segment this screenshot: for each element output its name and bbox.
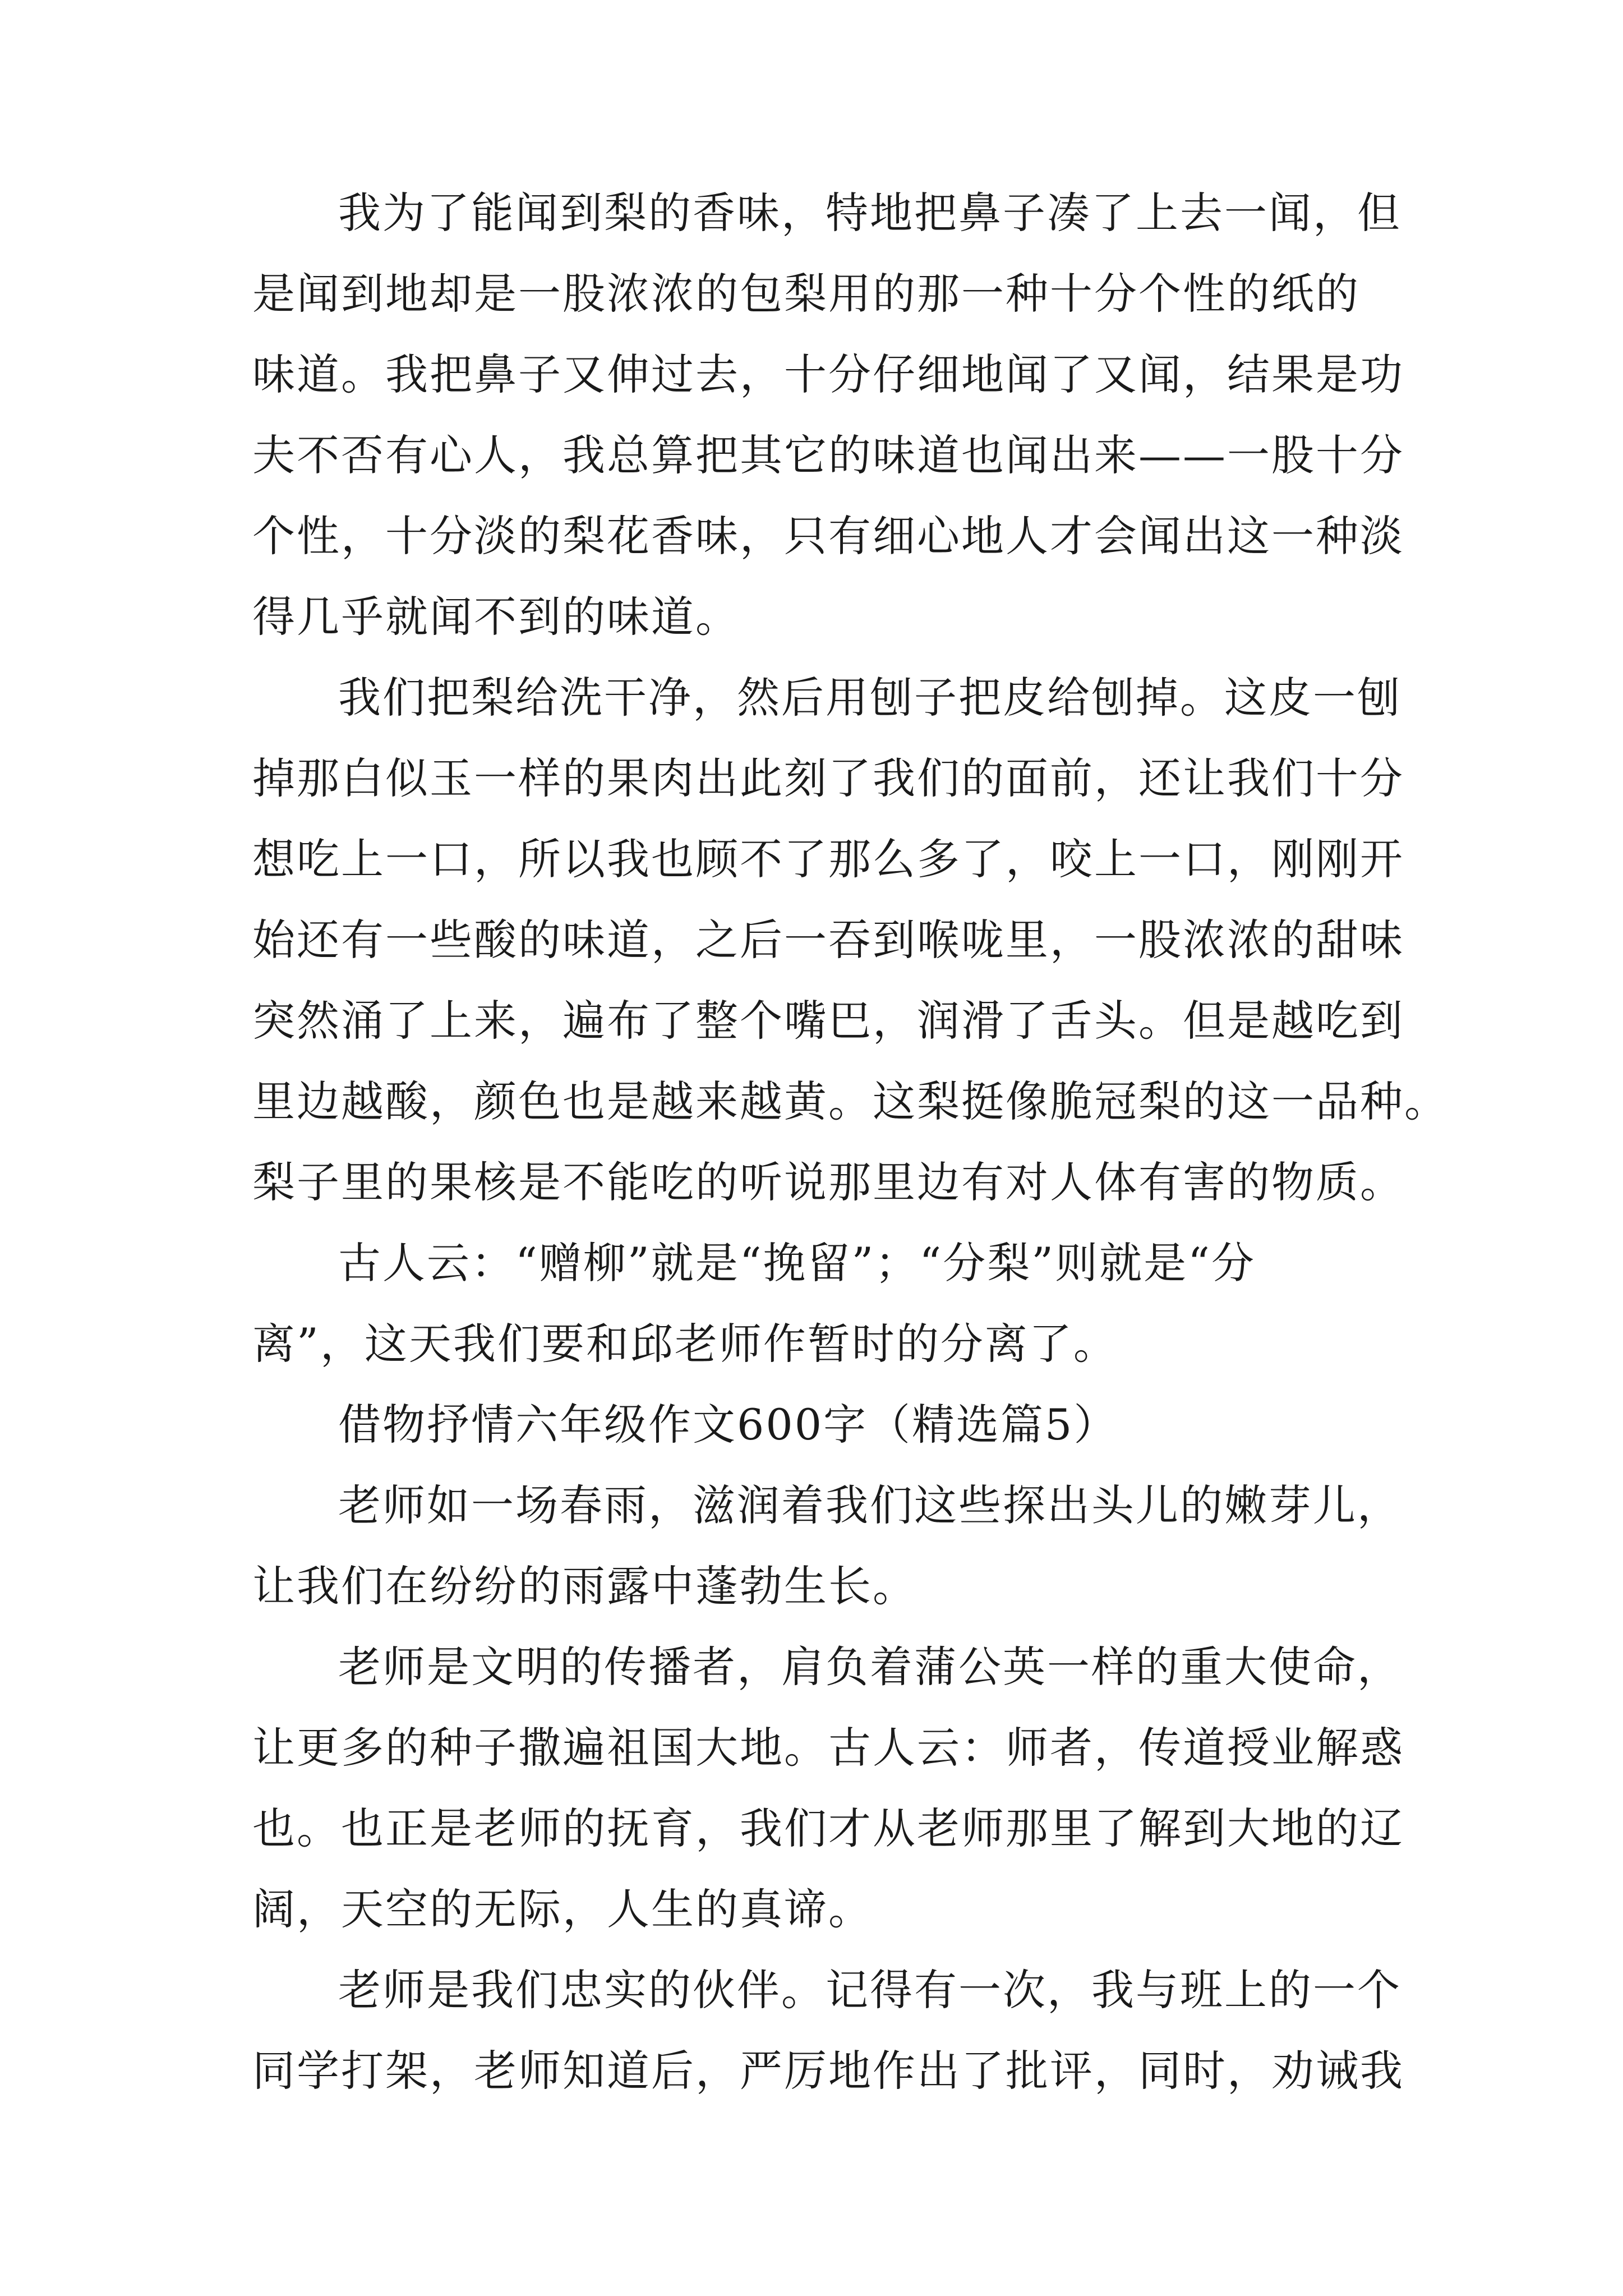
text-line-14: 古人云：“赠柳”就是“挽留”；“分梨”则就是“分	[338, 1238, 1256, 1288]
text-line-6: 得几乎就闻不到的味道。	[252, 592, 740, 642]
text-line-15: 离”，这天我们要和邱老师作暂时的分离了。	[252, 1319, 1118, 1369]
text-line-17: 老师如一场春雨，滋润着我们这些探出头儿的嫩芽儿，	[338, 1480, 1401, 1530]
text-line-9: 想吃上一口，所以我也顾不了那么多了，咬上一口，刚刚开	[252, 834, 1404, 884]
text-line-1: 我为了能闻到梨的香味，特地把鼻子凑了上去一闻，但	[338, 188, 1401, 238]
text-line-8: 掉那白似玉一样的果肉出此刻了我们的面前，还让我们十分	[252, 753, 1404, 803]
text-line-22: 阔，天空的无际，人生的真谛。	[252, 1884, 873, 1934]
text-line-4: 夫不否有心人，我总算把其它的味道也闻出来——一股十分	[252, 430, 1404, 480]
text-line-5: 个性，十分淡的梨花香味，只有细心地人才会闻出这一种淡	[252, 511, 1404, 561]
text-line-18: 让我们在纷纷的雨露中蓬勃生长。	[252, 1561, 917, 1611]
text-line-11: 突然涌了上来，遍布了整个嘴巴，润滑了舌头。但是越吃到	[252, 996, 1404, 1046]
text-line-7: 我们把梨给洗干净，然后用刨子把皮给刨掉。这皮一刨	[338, 673, 1401, 723]
text-line-20: 让更多的种子撒遍祖国大地。古人云：师者，传道授业解惑	[252, 1723, 1404, 1773]
text-line-24: 同学打架，老师知道后，严厉地作出了批评，同时，劝诫我	[252, 2046, 1404, 2096]
text-line-10: 始还有一些酸的味道，之后一吞到喉咙里，一股浓浓的甜味	[252, 915, 1404, 965]
text-line-16: 借物抒情六年级作文600字（精选篇5）	[338, 1400, 1118, 1450]
text-line-23: 老师是我们忠实的伙伴。记得有一次，我与班上的一个	[338, 1965, 1401, 2015]
text-line-13: 梨子里的果核是不能吃的听说那里边有对人体有害的物质。	[252, 1157, 1404, 1207]
text-line-2: 是闻到地却是一股浓浓的包梨用的那一种十分个性的纸的	[252, 269, 1360, 319]
text-line-19: 老师是文明的传播者，肩负着蒲公英一样的重大使命，	[338, 1642, 1401, 1692]
text-line-21: 也。也正是老师的抚育，我们才从老师那里了解到大地的辽	[252, 1803, 1404, 1853]
text-line-12: 里边越酸，颜色也是越来越黄。这梨挺像脆冠梨的这一品种。	[252, 1076, 1449, 1126]
text-line-3: 味道。我把鼻子又伸过去，十分仔细地闻了又闻，结果是功	[252, 349, 1404, 399]
